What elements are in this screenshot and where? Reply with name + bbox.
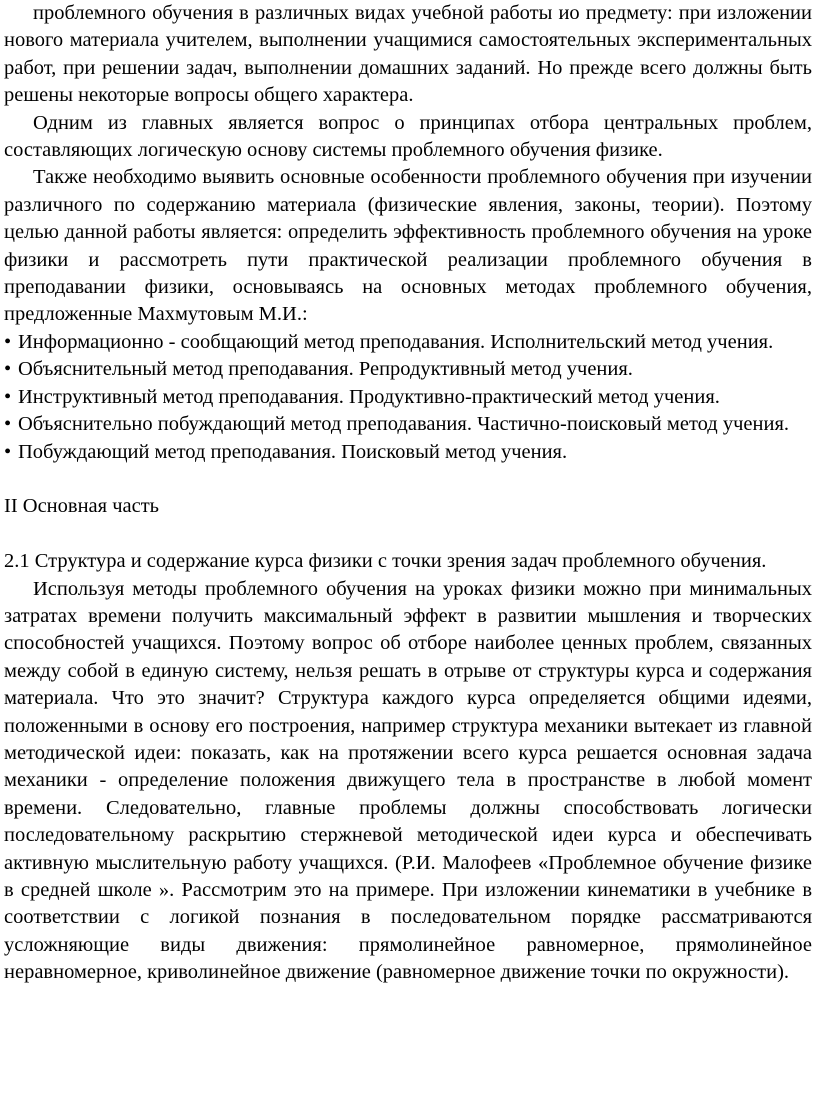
- paragraph-intro-continuation: проблемного обучения в различных видах учебной работы ио предмету: при изложении нового материала учителем, выполнении учащимися самостоятельных экспериментальных работ, при решении задач, выполнении домашних заданий. Но прежде всего должны быть решены некоторые вопросы общего характера.: [4, 2, 812, 107]
- paragraph-selection-principles: Одним из главных является вопрос о принципах отбора центральных проблем, составляющих логическую основу системы проблемного обучения физике.: [4, 111, 812, 162]
- list-item-text: Информационно - сообщающий метод преподавания. Исполнительский метод учения.: [18, 330, 774, 353]
- list-item: [4, 384, 812, 411]
- subsection-heading: 2.1 Структура и содержание курса физики с точки зрения задач проблемного обучения.: [4, 550, 767, 573]
- list-item-text: Побуждающий метод преподавания. Поисковый метод учения.: [18, 440, 568, 463]
- section-heading: II Основная часть: [4, 495, 160, 518]
- bullet-mark: •: [4, 440, 12, 463]
- blank-line: [4, 466, 812, 493]
- paragraph-goal: Также необходимо выявить основные особенности проблемного обучения при изучении различного по содержанию материала (физические явления, законы, теории). Поэтому целью данной работы является: определить эффективность проблемного обучения на уроке физики и рассмотреть пути практической реализации проблемного обучения в преподавании физики, основываясь на основных методах проблемного обучения, предложенные Махмутовым М.И.:: [4, 166, 812, 326]
- list-item-text: Объяснительно побуждающий метод преподавания. Частично-поисковый метод учения.: [18, 413, 790, 436]
- list-item: [4, 411, 812, 438]
- methods-list: [4, 329, 812, 466]
- list-item-text: Инструктивный метод преподавания. Продуктивно-практический метод учения.: [18, 385, 720, 408]
- bullet-mark: •: [4, 413, 12, 436]
- bullet-mark: •: [4, 385, 12, 408]
- list-item: [4, 356, 812, 383]
- paragraph-main-body: Используя методы проблемного обучения на уроках физики можно при минимальных затратах времени получить максимальный эффект в развитии мышления и творческих способностей учащихся. Поэтому вопрос об отборе наиболее ценных проблем, связанных между собой в единую систему, нельзя решать в отрыве от структуры курса и содержания материала. Что это значит? Структура каждого курса определяется общими идеями, положенными в основу его построения, например структура механики вытекает из главной методической идеи: показать, как на протяжении всего курса решается основная задача механики - определение положения движущего тела в пространстве в любой момент времени. Следовательно, главные проблемы должны способствовать логически последовательному раскрытию стержневой методической идеи курса и обеспечивать активную мыслительную работу учащихся. (Р.И. Малофеев «Проблемное обучение физике в средней школе ». Рассмотрим это на примере. При изложении кинематики в учебнике в соответствии с логикой познания в последовательном порядке рассматриваются усложняющие виды движения: прямолинейное равномерное, прямолинейное неравномерное, криволинейное движение (равномерное движение точки по окружности).: [4, 577, 812, 984]
- list-item: [4, 439, 812, 466]
- list-item-text: Объяснительный метод преподавания. Репродуктивный метод учения.: [18, 358, 633, 381]
- bullet-mark: •: [4, 330, 12, 353]
- bullet-mark: •: [4, 358, 12, 381]
- blank-line: [4, 521, 812, 548]
- list-item: [4, 329, 812, 356]
- document-page: [4, 0, 812, 987]
